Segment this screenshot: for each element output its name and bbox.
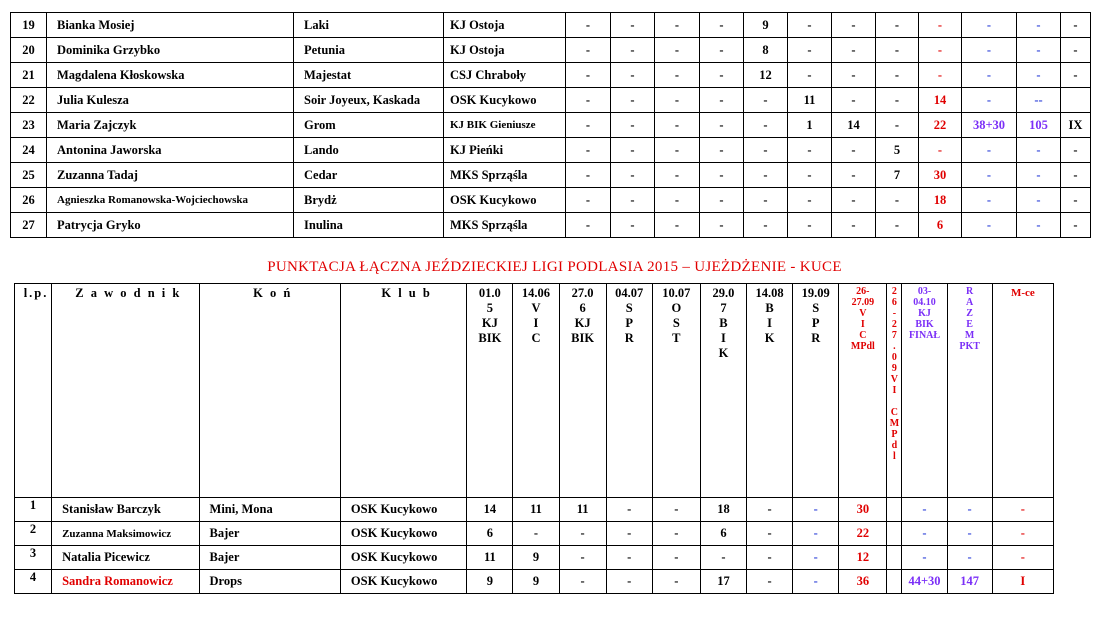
previous-standings-table (10, 12, 1091, 238)
score-cell: - (992, 546, 1053, 570)
score-cell: - (700, 63, 744, 88)
rank-cell: 21 (11, 63, 47, 88)
score-cell: IX (1061, 113, 1091, 138)
rank-cell: 25 (11, 163, 47, 188)
club-name: KJ BIK Gieniusze (444, 113, 566, 138)
score-cell: I (992, 570, 1053, 594)
header-lp: l.p. (15, 284, 52, 498)
club-name: OSK Kucykowo (340, 498, 466, 522)
score-cell: - (700, 38, 744, 63)
score-cell: - (655, 113, 700, 138)
table-row (11, 213, 1091, 238)
score-cell: 12 (839, 546, 887, 570)
score-cell: 14 (467, 498, 513, 522)
score-cell: - (559, 546, 606, 570)
score-cell: - (919, 63, 962, 88)
header-round-3: 27.0 6 KJ BIK (559, 284, 606, 498)
score-cell: 12 (744, 63, 788, 88)
horse-name: Petunia (294, 38, 444, 63)
score-cell: - (832, 13, 876, 38)
score-cell (887, 546, 902, 570)
club-name: OSK Kucykowo (340, 570, 466, 594)
header-round-5: 10.07 O S T (652, 284, 700, 498)
score-cell: 147 (947, 570, 992, 594)
score-cell: 44+30 (902, 570, 947, 594)
header-round-6: 29.0 7 B I K (700, 284, 746, 498)
score-cell: - (1017, 213, 1061, 238)
score-cell: 105 (1017, 113, 1061, 138)
table-row (15, 522, 1054, 546)
score-cell: - (747, 498, 793, 522)
table-row (15, 498, 1054, 522)
header-horse: K o ń (199, 284, 340, 498)
header-row (15, 284, 1054, 498)
score-cell: - (611, 13, 655, 38)
score-cell: - (652, 546, 700, 570)
score-cell: - (1017, 138, 1061, 163)
score-cell: 38+30 (962, 113, 1017, 138)
score-cell: - (606, 570, 652, 594)
score-cell: 18 (919, 188, 962, 213)
ranking-title: PUNKTACJA ŁĄCZNA JEŹDZIECKIEJ LIGI PODLASIA 2015 – UJEŻDŻENIE - KUCE (267, 259, 842, 275)
score-cell: - (1017, 38, 1061, 63)
horse-name: Majestat (294, 63, 444, 88)
score-cell: - (793, 546, 839, 570)
score-cell: - (611, 38, 655, 63)
score-cell: - (700, 88, 744, 113)
table-row (15, 546, 1054, 570)
score-cell: - (788, 63, 832, 88)
score-cell: - (919, 13, 962, 38)
score-cell: - (1061, 13, 1091, 38)
club-name: KJ Ostoja (444, 38, 566, 63)
header-round-1: 01.0 5 KJ BIK (467, 284, 513, 498)
header-final: 03- 04.10 KJ BIK FINAŁ (902, 284, 947, 498)
score-cell: 11 (559, 498, 606, 522)
score-cell: - (876, 113, 919, 138)
score-cell: - (876, 38, 919, 63)
score-cell: - (992, 498, 1053, 522)
score-cell: - (788, 38, 832, 63)
horse-name: Brydż (294, 188, 444, 213)
header-rider: Z a w o d n i k (52, 284, 199, 498)
rank-cell: 20 (11, 38, 47, 63)
score-cell: - (700, 546, 746, 570)
header-round-2: 14.06 V I C (513, 284, 559, 498)
score-cell: - (744, 163, 788, 188)
header-round-10: 2 6 - 2 7 . 0 9 V I C M P d l (887, 284, 902, 498)
rank-cell: 26 (11, 188, 47, 213)
header-round-7: 14.08 B I K (747, 284, 793, 498)
score-cell: - (611, 88, 655, 113)
score-cell: 6 (700, 522, 746, 546)
score-cell: 6 (919, 213, 962, 238)
score-cell: - (1061, 63, 1091, 88)
score-cell: - (1061, 38, 1091, 63)
score-cell: - (606, 498, 652, 522)
score-cell: - (655, 88, 700, 113)
horse-name: Bajer (199, 546, 340, 570)
score-cell: 22 (839, 522, 887, 546)
rider-name: Bianka Mosiej (47, 13, 294, 38)
score-cell: - (566, 188, 611, 213)
score-cell: 6 (467, 522, 513, 546)
table-row (11, 138, 1091, 163)
score-cell: - (788, 138, 832, 163)
rank-cell: 1 (15, 498, 52, 522)
score-cell: - (566, 163, 611, 188)
ranking-table (14, 283, 1054, 594)
rider-name: Julia Kulesza (47, 88, 294, 113)
horse-name: Inulina (294, 213, 444, 238)
rank-cell: 19 (11, 13, 47, 38)
score-cell: - (566, 113, 611, 138)
club-name: OSK Kucykowo (340, 546, 466, 570)
score-cell: - (559, 522, 606, 546)
rider-name: Natalia Picewicz (52, 546, 199, 570)
score-cell: - (700, 138, 744, 163)
table-row (11, 113, 1091, 138)
club-name: KJ Ostoja (444, 13, 566, 38)
score-cell: - (793, 522, 839, 546)
rider-name: Patrycja Gryko (47, 213, 294, 238)
score-cell: - (1017, 63, 1061, 88)
score-cell: 18 (700, 498, 746, 522)
rider-name: Sandra Romanowicz (52, 570, 199, 594)
score-cell: - (788, 163, 832, 188)
horse-name: Laki (294, 13, 444, 38)
score-cell: - (1061, 163, 1091, 188)
score-cell: 14 (919, 88, 962, 113)
score-cell: 11 (788, 88, 832, 113)
score-cell: - (747, 570, 793, 594)
score-cell: - (744, 113, 788, 138)
club-name: KJ Pieńki (444, 138, 566, 163)
score-cell: - (655, 163, 700, 188)
table-row (11, 63, 1091, 88)
rider-name: Antonina Jaworska (47, 138, 294, 163)
score-cell: - (788, 13, 832, 38)
score-cell: 17 (700, 570, 746, 594)
score-cell: - (962, 138, 1017, 163)
score-cell: 30 (839, 498, 887, 522)
rank-cell: 23 (11, 113, 47, 138)
score-cell: - (962, 213, 1017, 238)
score-cell: - (611, 213, 655, 238)
score-cell: - (793, 498, 839, 522)
rider-name: Zuzanna Tadaj (47, 163, 294, 188)
score-cell: -- (1017, 88, 1061, 113)
score-cell: - (655, 138, 700, 163)
score-cell: - (655, 38, 700, 63)
club-name: OSK Kucykowo (444, 188, 566, 213)
header-club: K l u b (340, 284, 466, 498)
header-total: R A Z E M PKT (947, 284, 992, 498)
score-cell: - (793, 570, 839, 594)
score-cell: - (832, 188, 876, 213)
table-row (11, 163, 1091, 188)
score-cell: - (611, 113, 655, 138)
rider-name: Dominika Grzybko (47, 38, 294, 63)
score-cell: - (832, 138, 876, 163)
score-cell: - (832, 63, 876, 88)
score-cell: - (876, 213, 919, 238)
score-cell: - (947, 498, 992, 522)
score-cell: 5 (876, 138, 919, 163)
horse-name: Mini, Mona (199, 498, 340, 522)
score-cell: - (876, 88, 919, 113)
rider-name: Stanisław Barczyk (52, 498, 199, 522)
score-cell: 8 (744, 38, 788, 63)
club-name: MKS Sprząśla (444, 163, 566, 188)
score-cell: 9 (467, 570, 513, 594)
rider-name: Zuzanna Maksimowicz (52, 522, 199, 546)
score-cell: - (566, 138, 611, 163)
score-cell: - (744, 138, 788, 163)
header-round-9: 26- 27.09 V I C MPdl (839, 284, 887, 498)
score-cell (887, 570, 902, 594)
rider-name: Maria Zajczyk (47, 113, 294, 138)
club-name: CSJ Chraboły (444, 63, 566, 88)
score-cell: 22 (919, 113, 962, 138)
score-cell (887, 522, 902, 546)
header-place: M-ce (992, 284, 1053, 498)
score-cell: - (962, 63, 1017, 88)
score-cell: - (947, 546, 992, 570)
score-cell: - (1017, 188, 1061, 213)
club-name: OSK Kucykowo (340, 522, 466, 546)
score-cell: - (947, 522, 992, 546)
table-row (15, 570, 1054, 594)
score-cell: - (788, 213, 832, 238)
score-cell: - (832, 163, 876, 188)
score-cell: - (513, 522, 559, 546)
score-cell: - (1017, 13, 1061, 38)
table-row (11, 38, 1091, 63)
horse-name: Drops (199, 570, 340, 594)
score-cell: - (655, 63, 700, 88)
score-cell: - (700, 113, 744, 138)
score-cell: - (962, 38, 1017, 63)
score-cell: 14 (832, 113, 876, 138)
rank-cell: 27 (11, 213, 47, 238)
score-cell: - (962, 13, 1017, 38)
score-cell: - (962, 163, 1017, 188)
rank-cell: 3 (15, 546, 52, 570)
score-cell: - (788, 188, 832, 213)
score-cell: - (566, 213, 611, 238)
score-cell: - (655, 13, 700, 38)
score-cell (1061, 88, 1091, 113)
score-cell: 30 (919, 163, 962, 188)
score-cell: - (652, 522, 700, 546)
score-cell: - (876, 188, 919, 213)
score-cell: - (832, 38, 876, 63)
score-cell: - (566, 38, 611, 63)
score-cell: - (832, 213, 876, 238)
score-cell: - (652, 498, 700, 522)
score-cell: - (902, 522, 947, 546)
score-cell: - (744, 188, 788, 213)
score-cell: - (611, 163, 655, 188)
score-cell (887, 498, 902, 522)
score-cell: - (1061, 188, 1091, 213)
score-cell: - (652, 570, 700, 594)
table-row (11, 13, 1091, 38)
horse-name: Bajer (199, 522, 340, 546)
score-cell: - (700, 213, 744, 238)
score-cell: - (1017, 163, 1061, 188)
score-cell: - (744, 213, 788, 238)
score-cell: 9 (513, 570, 559, 594)
score-cell: - (700, 188, 744, 213)
score-cell: - (611, 188, 655, 213)
score-cell: - (559, 570, 606, 594)
rank-cell: 24 (11, 138, 47, 163)
score-cell: - (832, 88, 876, 113)
score-cell: - (566, 63, 611, 88)
score-cell: - (606, 546, 652, 570)
score-cell: - (655, 213, 700, 238)
header-round-8: 19.09 S P R (793, 284, 839, 498)
score-cell: - (919, 138, 962, 163)
score-cell: 1 (788, 113, 832, 138)
score-cell: - (747, 522, 793, 546)
score-cell: - (1061, 138, 1091, 163)
score-cell: - (655, 188, 700, 213)
score-cell: - (747, 546, 793, 570)
score-cell: - (962, 188, 1017, 213)
score-cell: - (902, 546, 947, 570)
club-name: OSK Kucykowo (444, 88, 566, 113)
horse-name: Lando (294, 138, 444, 163)
score-cell: - (611, 63, 655, 88)
score-cell: 11 (513, 498, 559, 522)
score-cell: 11 (467, 546, 513, 570)
score-cell: - (1061, 213, 1091, 238)
score-cell: 36 (839, 570, 887, 594)
score-cell: - (919, 38, 962, 63)
score-cell: - (876, 13, 919, 38)
horse-name: Cedar (294, 163, 444, 188)
score-cell: 9 (744, 13, 788, 38)
horse-name: Grom (294, 113, 444, 138)
score-cell: - (876, 63, 919, 88)
rank-cell: 2 (15, 522, 52, 546)
rank-cell: 22 (11, 88, 47, 113)
score-cell: - (566, 88, 611, 113)
horse-name: Soir Joyeux, Kaskada (294, 88, 444, 113)
score-cell: - (566, 13, 611, 38)
score-cell: - (611, 138, 655, 163)
score-cell: - (744, 88, 788, 113)
score-cell: 9 (513, 546, 559, 570)
table-row (11, 88, 1091, 113)
score-cell: 7 (876, 163, 919, 188)
header-round-4: 04.07 S P R (606, 284, 652, 498)
score-cell: - (700, 163, 744, 188)
score-cell: - (992, 522, 1053, 546)
score-cell: - (962, 88, 1017, 113)
club-name: MKS Sprząśla (444, 213, 566, 238)
rider-name: Magdalena Kłoskowska (47, 63, 294, 88)
table-row (11, 188, 1091, 213)
score-cell: - (606, 522, 652, 546)
score-cell: - (700, 13, 744, 38)
rider-name: Agnieszka Romanowska-Wojciechowska (47, 188, 294, 213)
rank-cell: 4 (15, 570, 52, 594)
score-cell: - (902, 498, 947, 522)
